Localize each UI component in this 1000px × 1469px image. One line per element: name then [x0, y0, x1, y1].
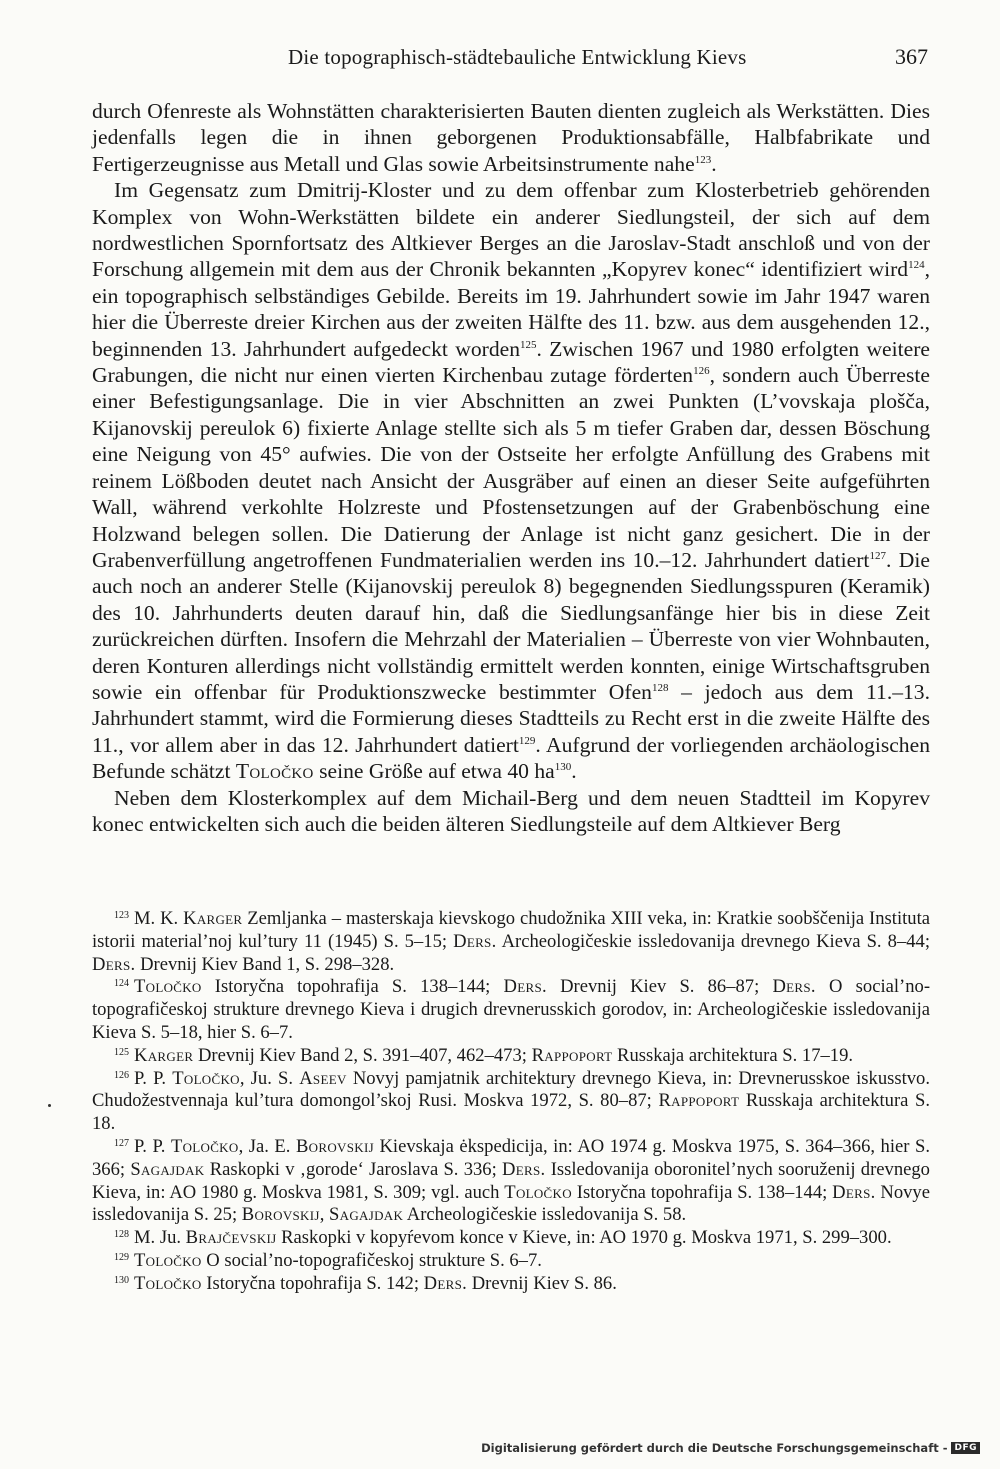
- text-run: Russkaja architektura S. 18.: [92, 1090, 931, 1135]
- author-name: Ders.: [423, 1272, 468, 1294]
- author-name: Toločko: [504, 1181, 572, 1203]
- author-name: Toločko: [172, 1067, 240, 1089]
- text-run: . Die auch noch an anderer Stelle (Kijanovskij pereulok 8) begegnenden Siedlungsspuren (Keramik) des 10. Jahrhunderts deuten darauf hin, daß die Siedlungsanfänge hier bis in diese Zeit zurückreichen dürften. Insofern die Mehrzahl der Materialien – Überreste von vier Wohnbauten, deren Konturen allerdings nicht vollständig ermittelt werden konnten, einige Wirtschaftsgruben sowie ein offenbar für Produktionszwecke bestimmter Ofen: [92, 547, 930, 704]
- running-title: Die topographisch-städtebauliche Entwicklung Kievs: [288, 45, 747, 69]
- text-run: Drevnij Kiev S. 86–87;: [546, 976, 773, 998]
- text-run: – jedoch aus dem 11.–13. Jahrhundert stammt, wird die Formierung dieses Stadtteils zu Recht erst in die zweite Hälfte des 11., vor allem aber in das 12. Jahrhundert datiert: [92, 679, 931, 757]
- footnote-number: 128: [114, 1229, 129, 1241]
- paragraph-1: [92, 98, 930, 177]
- footnote-124: [92, 976, 930, 1044]
- footnote-127: [92, 1136, 930, 1227]
- footnote-ref-127[interactable]: 127: [869, 549, 886, 562]
- text-run: Neben dem Klosterkomplex auf dem Michail-Berg und dem neuen Stadtteil im Kopyrev konec entwickelten sich auch die beiden älteren Siedlungsteile auf dem Altkiever Berg: [92, 785, 930, 836]
- author-name: Toločko: [134, 1272, 202, 1294]
- text-run: Russkaja architektura S. 17–19.: [612, 1044, 854, 1066]
- text-run: P. P.: [134, 1135, 171, 1157]
- text-run: Drevnij Kiev Band 1, S. 298–328.: [135, 953, 395, 975]
- footnote-number: 126: [114, 1069, 129, 1081]
- footnote-123: [92, 908, 930, 976]
- text-run: Zemljanka – masterskaja kievskogo chudožnika XIII veka, in: Kratkie soobščenija Instituta istorii material’noj kul’tury 11 (1945) S. 5–15;: [92, 908, 930, 952]
- text-run: Issledovanija oboronitel’nych sooruženij drevnego Kieva, in: AO 1980 g. Moskva 1981, S. 309; vgl. auch: [92, 1158, 930, 1203]
- footnote-ref-130[interactable]: 130: [554, 761, 572, 774]
- author-name: Aseev: [299, 1067, 347, 1089]
- footnotes: [92, 908, 930, 1296]
- author-name: Ders.: [832, 1181, 876, 1203]
- author-name: Toločko: [134, 1249, 202, 1271]
- author-name: Borovskij: [295, 1135, 374, 1157]
- text-run: O social’no-topografičeskoj strukture S. 6–7.: [201, 1249, 542, 1271]
- text-run: Archeologičeskie issledovanija S. 58.: [403, 1204, 687, 1226]
- text-run: Istoryčna topohrafija S. 138–144;: [201, 976, 504, 998]
- text-run: M. Ju.: [134, 1227, 186, 1249]
- author-name: Toločko: [134, 976, 202, 998]
- main-text: [92, 98, 930, 837]
- footnote-ref-128[interactable]: 128: [651, 681, 669, 694]
- author-name: Karger: [134, 1044, 194, 1066]
- author-name: Rappoport: [658, 1090, 740, 1112]
- text-run: ,: [319, 1204, 330, 1226]
- author-name: Ders.: [502, 1158, 546, 1180]
- author-name: Toločko: [170, 1135, 239, 1157]
- text-run: .: [571, 759, 577, 784]
- text-run: P. P.: [134, 1067, 173, 1089]
- text-run: Raskopki v ‚gorode‘ Jaroslava S. 336;: [204, 1158, 503, 1180]
- footnote-ref-125[interactable]: 125: [520, 338, 537, 351]
- footnote-number: 127: [114, 1137, 129, 1149]
- footnote-126: [92, 1068, 930, 1136]
- footer-text: Digitalisierung gefördert durch die Deutsche Forschungsgemeinschaft -: [481, 1441, 948, 1455]
- page-number: 367: [895, 44, 928, 69]
- author-name: Toločko: [235, 759, 314, 784]
- paragraph-3: [92, 785, 930, 838]
- text-run: M. K.: [134, 908, 184, 929]
- author-name: Rappoport: [531, 1044, 613, 1066]
- text-run: , ein topographisch selbständiges Gebilde. Bereits im 19. Jahrhundert sowie im Jahr 1947 waren hier die Überreste dreier Kirchen aus der zweiten Hälfte des 11. bzw. aus dem ausgehenden 12., beginnenden 13. Jahrhundert aufgedeckt worden: [92, 257, 930, 361]
- footnote-number: 130: [114, 1274, 129, 1286]
- footnote-ref-123[interactable]: 123: [694, 153, 712, 166]
- text-run: Im Gegensatz zum Dmitrij-Kloster und zu dem offenbar zum Klosterbetrieb gehörenden Komplex von Wohn-Werkstätten bildete ein anderer Siedlungsteil, der sich auf dem nordwestlichen Spornfortsatz des Altkiever Berges an die Jaroslav-Stadt anschloß und von der Forschung allgemein mit dem aus der Chronik bekannten „Kopyrev konec“ identifiziert wird: [92, 178, 930, 282]
- text-run: . Aufgrund der vorliegenden archäologischen Befunde schätzt: [92, 732, 930, 784]
- text-run: , sondern auch Überreste einer Befestigungsanlage. Die in vier Abschnitten an zwei Punkten (L’vovskaja plošča, Kijanovskij pereulok 6) fixierte Anlage stellte sich als 5 m tiefer Graben dar, dessen Böschung eine Neigung von 45° aufwies. Die von der Ostseite her erfolgte Anfüllung des Grabens mit reinem Lößboden deutet nach Ansicht der Ausgräber auf einen an dieser Seite aufgeführten Wall, während verkohlte Holzreste und Pfostensetzungen auf der Grabenböschung eine Holzwand belegen sollen. Die Datierung der Anlage ist nicht ganz gesichert. Die in der Grabenverfüllung angetroffenen Fundmaterialien werden ins 10.–12. Jahrhundert datiert: [92, 363, 930, 572]
- text-run: , Ja. E.: [238, 1135, 296, 1157]
- footnote-129: [92, 1250, 930, 1273]
- footnote-number: 129: [114, 1251, 129, 1263]
- author-name: Ders.: [772, 976, 816, 998]
- text-run: Novye issledovanija S. 25;: [92, 1181, 930, 1226]
- text-run: Drevnij Kiev S. 86.: [467, 1272, 617, 1294]
- text-run: durch Ofenreste als Wohnstätten charakterisierten Bauten dienten zugleich als Werkstätten. Dies jedenfalls legen die in ihnen geborgenen Produktionsabfälle, Halbfabrikate und Fertigerzeugnisse aus Metall und Glas sowie Arbeitsinstrumente nahe: [92, 99, 930, 176]
- scan-speck: [48, 1104, 51, 1107]
- author-name: Ders.: [503, 976, 547, 998]
- dfg-logo: DFG: [951, 1442, 980, 1454]
- footnote-number: 123: [114, 910, 129, 921]
- footnote-number: 125: [114, 1046, 129, 1058]
- paragraph-2: [92, 177, 930, 784]
- author-name: Borovskij: [241, 1204, 320, 1226]
- text-run: , Ju. S.: [239, 1067, 300, 1089]
- author-name: Ders.: [92, 953, 136, 975]
- text-run: O social’no-topografičeskoj strukture drevnego Kieva i drugich drevnerusskich gorodov, in: Archeologičeskie issledovanija Kieva S. 5–18, hier S. 6–7.: [92, 976, 931, 1043]
- footnote-ref-126[interactable]: 126: [693, 365, 710, 378]
- footnote-ref-124[interactable]: 124: [908, 259, 925, 272]
- author-name: Sagajdak: [329, 1204, 404, 1226]
- author-name: Brajčevskij: [185, 1227, 277, 1249]
- text-run: .: [711, 151, 717, 176]
- footnote-number: 124: [114, 978, 129, 990]
- footnote-130: [92, 1273, 930, 1296]
- text-run: . Zwischen 1967 und 1980 erfolgten weitere Grabungen, die nicht nur einen vierten Kirchenbau zutage förderten: [92, 336, 930, 388]
- author-name: Karger: [183, 908, 243, 929]
- text-run: Istoryčna topohrafija S. 138–144;: [571, 1181, 833, 1203]
- digitization-footer: [481, 1441, 980, 1455]
- footnote-ref-129[interactable]: 129: [518, 734, 536, 747]
- footnote-128: [92, 1227, 930, 1250]
- text-run: Kievskaja ėkspedicija, in: AO 1974 g. Moskva 1975, S. 364–366, hier S. 366;: [92, 1135, 930, 1180]
- text-run: seine Größe auf etwa 40 ha: [313, 759, 555, 784]
- text-run: Drevnij Kiev Band 2, S. 391–407, 462–473;: [193, 1044, 532, 1066]
- text-run: Archeologičeskie issledovanija drevnego Kieva S. 8–44;: [496, 930, 931, 952]
- author-name: Ders.: [453, 930, 497, 952]
- footnote-125: [92, 1045, 930, 1068]
- text-run: Istoryčna topohrafija S. 142;: [201, 1272, 424, 1294]
- author-name: Sagajdak: [130, 1158, 205, 1180]
- text-run: Raskopki v kopyŕevom konce v Kieve, in: AO 1970 g. Moskva 1971, S. 299–300.: [276, 1227, 892, 1249]
- text-run: Novyj pamjatnik architektury drevnego Kieva, in: Drevnerusskoe iskusstvo. Chudožestvennaja kul’tura domongol’skoj Rusi. Moskva 1972, S. 80–87;: [92, 1067, 930, 1112]
